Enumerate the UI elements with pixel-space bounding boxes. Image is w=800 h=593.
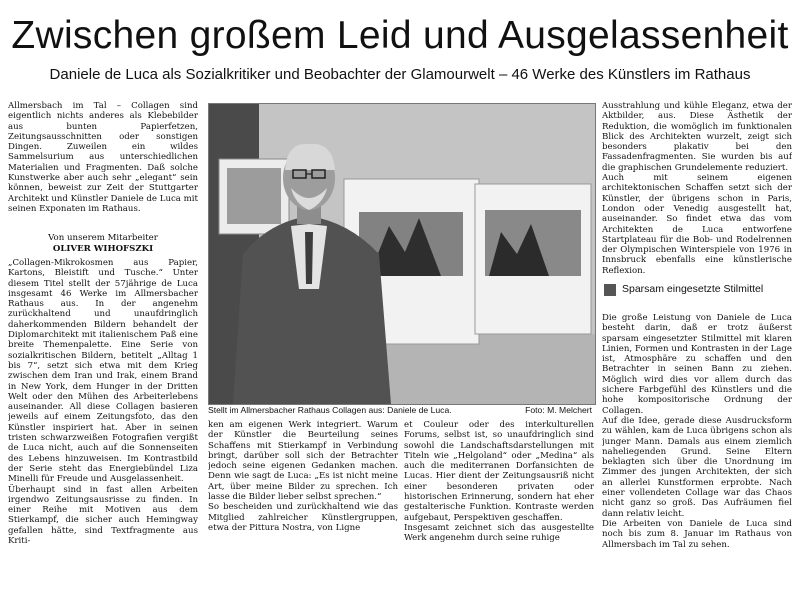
article-intro: Allmersbach im Tal – Collagen sind eigentlich nichts anderes als Klebebilder aus bunten Papierfetzen, Zeitungsausschnitten oder sonstigen Dingen. Zuweilen ein wildes Sammelsurium aus unterschiedlichen Materialien und Fragmenten. Daß solche Kunstwerke aber auch sehr „elegant“ sein können, beweist zur Zeit der Stuttgarter Architekt und Künstler Daniele de Luca mit seinen Exponaten im Rathaus. — [8, 101, 198, 214]
article-column-4-bottom: Die große Leistung von Daniele de Luca besteht darin, daß er trotz äußerst sparsam eingesetzter Stilmittel mit klaren Linien, Formen und Kontrasten in der Lage ist, Atmosphäre zu schaffen und den Betrachter in seinen Bann zu ziehen. Möglich wird dies vor allem durch das sichere Farbgefühl des Künstlers und die hohe kompositorische Ordnung der Collagen. Auf die Idee, gerade diese Ausdrucksform zu wählen, kam de Luca übrigens schon als junger Mann. Damals aus einem ziemlich naheliegenden Grund. Seine Eltern beklagten sich über die Unordnung im Zimmer des jungen Architekten, der sich an allerlei Kunstformen erprobte. Nach einer vollendeten Collage war das Chaos nicht ganz so groß. Das Aufräumen fiel dann relativ leicht. Die Arbeiten von Daniele de Luca sind noch bis zum 8. Januar im Rathaus von Allmersbach im Tal zu sehen. — [602, 313, 792, 550]
photo-illustration — [209, 104, 595, 404]
subhead-marker — [604, 284, 616, 296]
article-subheadline: Daniele de Luca als Sozialkritiker und Beobachter der Glamourwelt – 46 Werke des Künstlers im Rathaus — [49, 66, 751, 83]
subhead: Sparsam eingesetzte Stilmittel — [622, 283, 764, 295]
byline-author: OLIVER WIHOFSZKI — [52, 243, 154, 254]
photo-credit: Foto: M. Melchert — [525, 405, 592, 415]
article-column-1: „Collagen-Mikrokosmen aus Papier, Kartons, Bleistift und Tusche.“ Unter diesem Titel stellt der 57jährige de Luca insgesamt 46 Werke im Allmersbacher Rathaus aus. In der angenehm zurückhaltend und unaufdringlich daherkommenden Bildern behandelt der Diplomarchitekt mit italienischem Paß eine breite Themenpalette. Eine Serie von sozialkritischen Bildern, betitelt „Alltag 1 bis 7“, setzt sich etwa mit dem Krieg zwischen dem Iran und Irak, einem Brand in New York, dem Hunger in der Dritten Welt oder den Mühen des Arbeiterlebens auseinander. All diese Collagen basieren jeweils auf einem Zeitungsfoto, das den Künstler inspiriert hat. Aber in seinen tristen schwarzweißen Fotografien vergißt de Luca nicht, auch auf die Sonnenseiten des Lebens hinzuweisen. Im Kontrastbild der Serie steht das Energiebündel Liza Minelli für Freude und Ausgelassenheit. Überhaupt sind in fast allen Arbeiten irgendwo Zeitungsausrisse zu finden. In einer Reihe mit Motiven aus dem Stierkampf, die sicher auch Hemingway gefallen hätte, sind Textfragmente aus Kriti- — [8, 258, 198, 547]
exhibition-photo — [208, 103, 596, 405]
article-column-2: ken am eigenen Werk integriert. Warum der Künstler die Beurteilung seines Schaffens mit Stierkampf in Verbindung bringt, darüber soll sich der Betrachter jedoch seine eigenen Gedanken machen. Denn wie sagt de Luca: „Es ist nicht meine Art, über meine Bilder zu sprechen. Ich lasse die Bilder lieber selbst sprechen.“ So bescheiden und zurückhaltend wie das Mitglied zahlreicher Künstlergruppen, etwa der Pittura Nostra, von Ligne — [208, 420, 398, 533]
byline — [8, 233, 198, 254]
byline-label: Von unserem Mitarbeiter — [48, 233, 158, 243]
article-headline: Zwischen großem Leid und Ausgelassenheit — [11, 14, 789, 57]
photo-caption: Stellt im Allmersbacher Rathaus Collagen aus: Daniele de Luca. — [208, 405, 452, 415]
article-column-3: et Couleur oder des interkulturellen Forums, selbst ist, so unaufdringlich sind sowohl die Landschaftsdarstellungen mit Titeln wie „Helgoland“ oder „Medina“ als auch die mediterranen Dorfansichten de Lucas. Hier dient der Zeitungsausriß nicht einer besonderen privaten oder historischen Erinnerung, sondern hat eher gestalterische Funktion. Kontraste werden aufgebaut, Perspektiven geschaffen. Insgesamt zeichnet sich das ausgestellte Werk angenehm durch seine ruhige — [404, 420, 594, 544]
photo-caption-row — [208, 405, 594, 416]
article-column-4-top: Ausstrahlung und kühle Eleganz, etwa der Aktbilder, aus. Diese Ästhetik der Reduktion, die womöglich im funktionalen Blick des Architekten wurzelt, zeigt sich besonders plakativ bei den Fassadenfragmenten. Sie wurden bis auf die graphischen Grundelemente reduziert. Auch mit seinem eigenen architektonischen Schaffen setzt sich der Künstler, der übrigens schon in Paris, London oder Venedig ausgestellt hat, auseinander. So findet etwa das vom Architekten de Luca entworfene Startplateau für die Bob- und Rodelrennen der Olympischen Winterspiele von 1976 in Innsbruck ebenfalls eine künstlerische Reflexion. — [602, 101, 792, 276]
